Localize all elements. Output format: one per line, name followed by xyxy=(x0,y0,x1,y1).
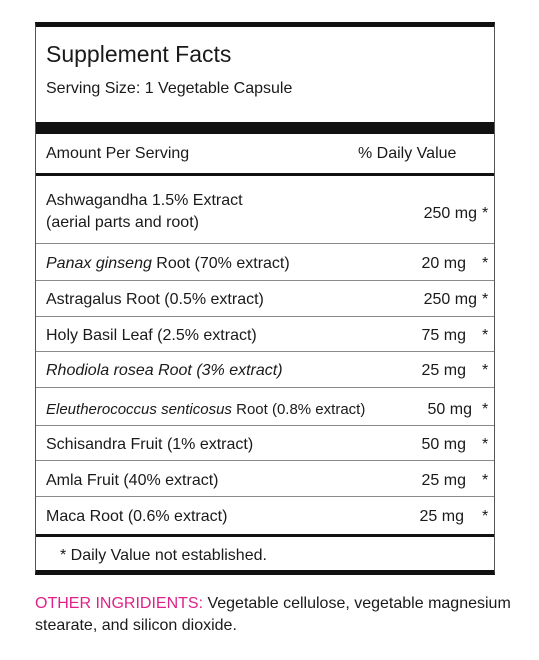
serving-size: Serving Size: 1 Vegetable Capsule xyxy=(46,80,293,97)
ingredient-name: Holy Basil Leaf (2.5% extract) xyxy=(46,327,257,344)
daily-value-marker: * xyxy=(482,205,489,222)
daily-value-marker: * xyxy=(482,327,489,344)
daily-value-footnote: * Daily Value not established. xyxy=(60,547,267,564)
ingredient-name: Amla Fruit (40% extract) xyxy=(46,472,219,489)
row-separator xyxy=(36,280,494,281)
daily-value-marker: * xyxy=(482,472,489,489)
row-separator xyxy=(36,496,494,497)
amount-per-serving-header: Amount Per Serving xyxy=(46,145,190,162)
panel-title: Supplement Facts xyxy=(46,41,232,67)
daily-value-marker: * xyxy=(482,401,489,418)
row-separator xyxy=(36,351,494,352)
ingredient-amount: 250 mg xyxy=(423,291,477,308)
ingredient-name: Schisandra Fruit (1% extract) xyxy=(46,436,254,453)
supplement-facts-panel xyxy=(35,22,495,575)
row-separator xyxy=(36,316,494,317)
ingredient-amount: 250 mg xyxy=(423,205,477,222)
ingredient-name: Eleutherococcus senticosus Root (0.8% extract) xyxy=(46,401,366,418)
daily-value-marker: * xyxy=(482,255,489,272)
row-separator xyxy=(36,425,494,426)
row-separator xyxy=(36,387,494,388)
row-separator xyxy=(36,243,494,244)
ingredient-name: Panax ginseng Root (70% extract) xyxy=(46,255,290,272)
daily-value-marker: * xyxy=(482,362,489,379)
other-ingredients xyxy=(35,593,515,637)
other-ingredients-label: OTHER INGRIDIENTS: xyxy=(35,595,204,612)
other-ingredients-text: Vegetable cellulose, vegetable magnesium stearate, and silicon dioxide. xyxy=(35,595,511,634)
ingredient-amount: 75 mg xyxy=(421,327,466,344)
ingredient-name: Ashwagandha 1.5% Extract xyxy=(46,192,243,209)
ingredient-amount: 25 mg xyxy=(421,472,466,489)
ingredient-name: Astragalus Root (0.5% extract) xyxy=(46,291,264,308)
row-separator xyxy=(36,460,494,461)
footer-divider xyxy=(36,534,494,537)
ingredient-amount: 25 mg xyxy=(421,362,466,379)
daily-value-header: % Daily Value xyxy=(358,145,457,162)
ingredient-name: Rhodiola rosea Root (3% extract) xyxy=(46,362,283,379)
ingredient-name: Maca Root (0.6% extract) xyxy=(46,508,228,525)
header-divider xyxy=(36,173,494,176)
ingredient-amount: 50 mg xyxy=(427,401,472,418)
ingredient-amount: 20 mg xyxy=(421,255,466,272)
ingredient-amount: 25 mg xyxy=(419,508,464,525)
ingredient-amount: 50 mg xyxy=(421,436,466,453)
daily-value-marker: * xyxy=(482,508,489,525)
thick-divider xyxy=(36,122,494,134)
daily-value-marker: * xyxy=(482,436,489,453)
ingredient-name-line2: (aerial parts and root) xyxy=(46,214,199,231)
daily-value-marker: * xyxy=(482,291,489,308)
